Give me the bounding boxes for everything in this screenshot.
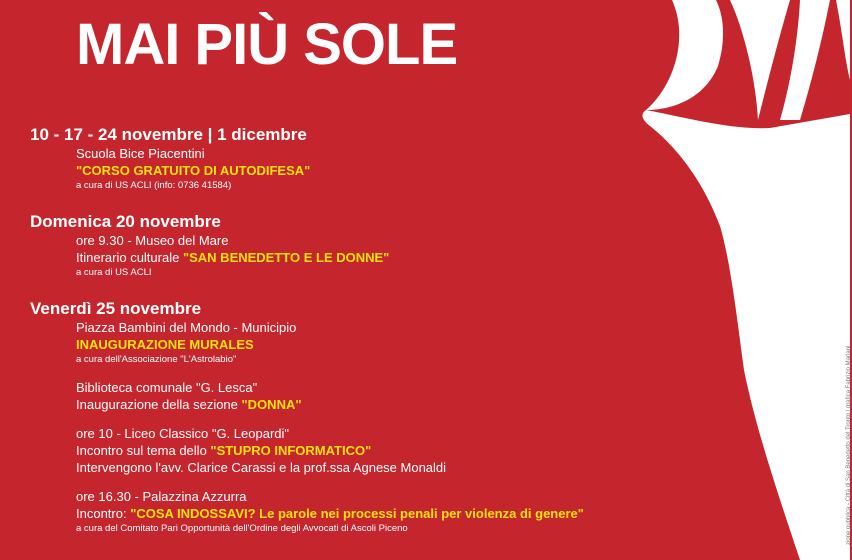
event-date-heading: Domenica 20 novembre [30, 212, 221, 231]
event-description [30, 249, 670, 266]
event-description-text: Inaugurazione della sezione [76, 397, 242, 412]
event-venue: Piazza Bambini del Mondo - Municipio [76, 320, 297, 335]
event-time-venue: ore 9.30 - Museo del Mare [76, 233, 229, 248]
event-credit: a cura dell'Associazione "L'Astrolabio" [76, 354, 237, 365]
event-highlight: "DONNA" [241, 397, 302, 412]
event-description [30, 396, 670, 413]
event-list [30, 124, 670, 536]
event-time-venue: ore 16.30 - Palazzina Azzurra [76, 489, 247, 504]
event-venue: Biblioteca comunale "G. Lesca" [76, 380, 258, 395]
event-credit: a cura di US ACLI (info: 0736 41584) [76, 180, 232, 191]
event-speakers: Intervengono l'avv. Clarice Carassi e la prof.ssa Agnese Monaldi [76, 460, 447, 475]
side-credit: zione pubblica - Città di San Benedetto del Tronto | grafica Fabrizio Mariani [846, 345, 852, 545]
event-description-text: Incontro sul tema dello [76, 443, 211, 458]
event-highlight: "CORSO GRATUITO DI AUTODIFESA" [76, 163, 311, 178]
event-highlight: "STUPRO INFORMATICO" [210, 443, 372, 458]
event-date-heading: 10 - 17 - 24 novembre | 1 dicembre [30, 125, 307, 144]
event-venue: Scuola Bice Piacentini [76, 146, 205, 161]
event-highlight: "SAN BENEDETTO E LE DONNE" [182, 250, 390, 265]
event-credit: a cura di US ACLI [76, 267, 152, 278]
event-description [30, 442, 670, 459]
event-date-heading: Venerdì 25 novembre [30, 299, 202, 318]
event-highlight: INAUGURAZIONE MURALES [76, 337, 254, 352]
event-highlight: "COSA INDOSSAVI? Le parole nei processi penali per violenza di genere" [130, 506, 584, 521]
event-description-text: Itinerario culturale [76, 250, 183, 265]
event-description-text: Incontro: [76, 506, 131, 521]
event-time-venue: ore 10 - Liceo Classico "G. Leopardi" [76, 426, 290, 441]
event-credit: a cura del Comitato Pari Opportunità dell'Ordine degli Avvocati di Ascoli Piceno [76, 523, 408, 534]
event-description [30, 505, 670, 522]
poster-title: MAI PIÙ SOLE [76, 12, 458, 77]
